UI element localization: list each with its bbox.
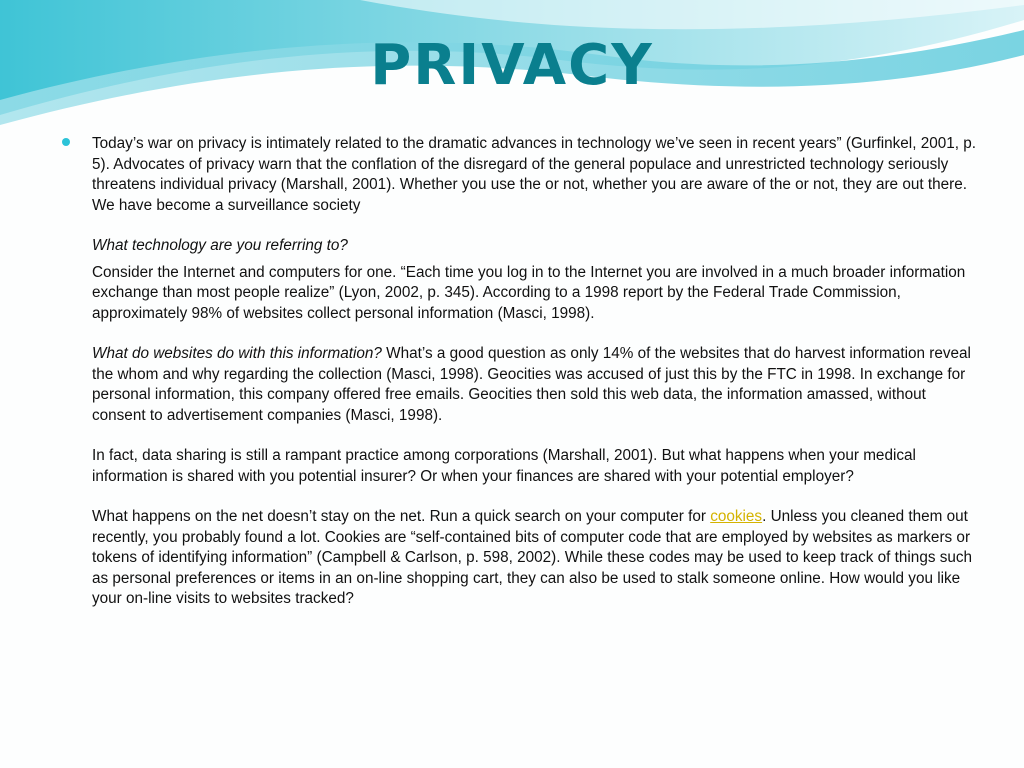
- data-sharing-paragraph: In fact, data sharing is still a rampant practice among corporations (Marshall, 2001). But what happens when your medical information is shared with you potential insurer? Or when your finances are shared with your potential employer?: [92, 447, 916, 485]
- bullet-paragraph: [60, 134, 980, 216]
- websites-answer: What’s a good question as only 14% of the websites that do harvest information reveal the whom and why regarding the collection (Masci, 1998). Geocities was accused of just this by the FTC in 1998. In exchange for personal information, this company offered free emails. Geocities then sold this web data, the information amassed, without consent to advertisement companies (Masci, 1998).: [92, 345, 971, 424]
- internet-paragraph: Consider the Internet and computers for one. “Each time you log in to the Internet you are involved in a much broader information exchange than most people realize” (Lyon, 2002, p. 345). According to a 1998 report by the Federal Trade Commission, approximately 98% of websites collect personal information (Masci, 1998).: [92, 263, 966, 322]
- cookies-intro: What happens on the net doesn’t stay on the net. Run a quick search on your computer for: [92, 508, 711, 525]
- websites-paragraph: [60, 344, 980, 426]
- slide-body: [60, 134, 980, 610]
- cookies-link[interactable]: cookies: [710, 508, 763, 525]
- intro-paragraph: Today’s war on privacy is intimately related to the dramatic advances in technology we’ve seen in recent years” (Gurfinkel, 2001, p. 5). Advocates of privacy warn that the conflation of the disregard of the general populace and unrestricted technology seriously threatens individual privacy (Marshall, 2001). Whether you use the or not, whether you are aware of the or not, they are out there. We have become a surveillance society: [92, 135, 976, 214]
- slide-title: PRIVACY: [370, 33, 654, 98]
- question-technology: What technology are you referring to?: [92, 237, 348, 254]
- bullet-dot-icon: [62, 138, 70, 146]
- cookies-rest: . Unless you cleaned them out recently, you probably found a lot. Cookies are “self-contained bits of computer code that are employed by websites as markers or tokens of identifying information” (Campbell & Carlson, p. 598, 2002). While these codes may be used to keep track of things such as personal preferences or items in an on-line shopping cart, they can also be used to stalk someone online. How would you like your on-line visits to websites tracked?: [92, 508, 973, 607]
- question-websites: What do websites do with this information?: [92, 345, 382, 362]
- cookies-paragraph: [60, 507, 980, 610]
